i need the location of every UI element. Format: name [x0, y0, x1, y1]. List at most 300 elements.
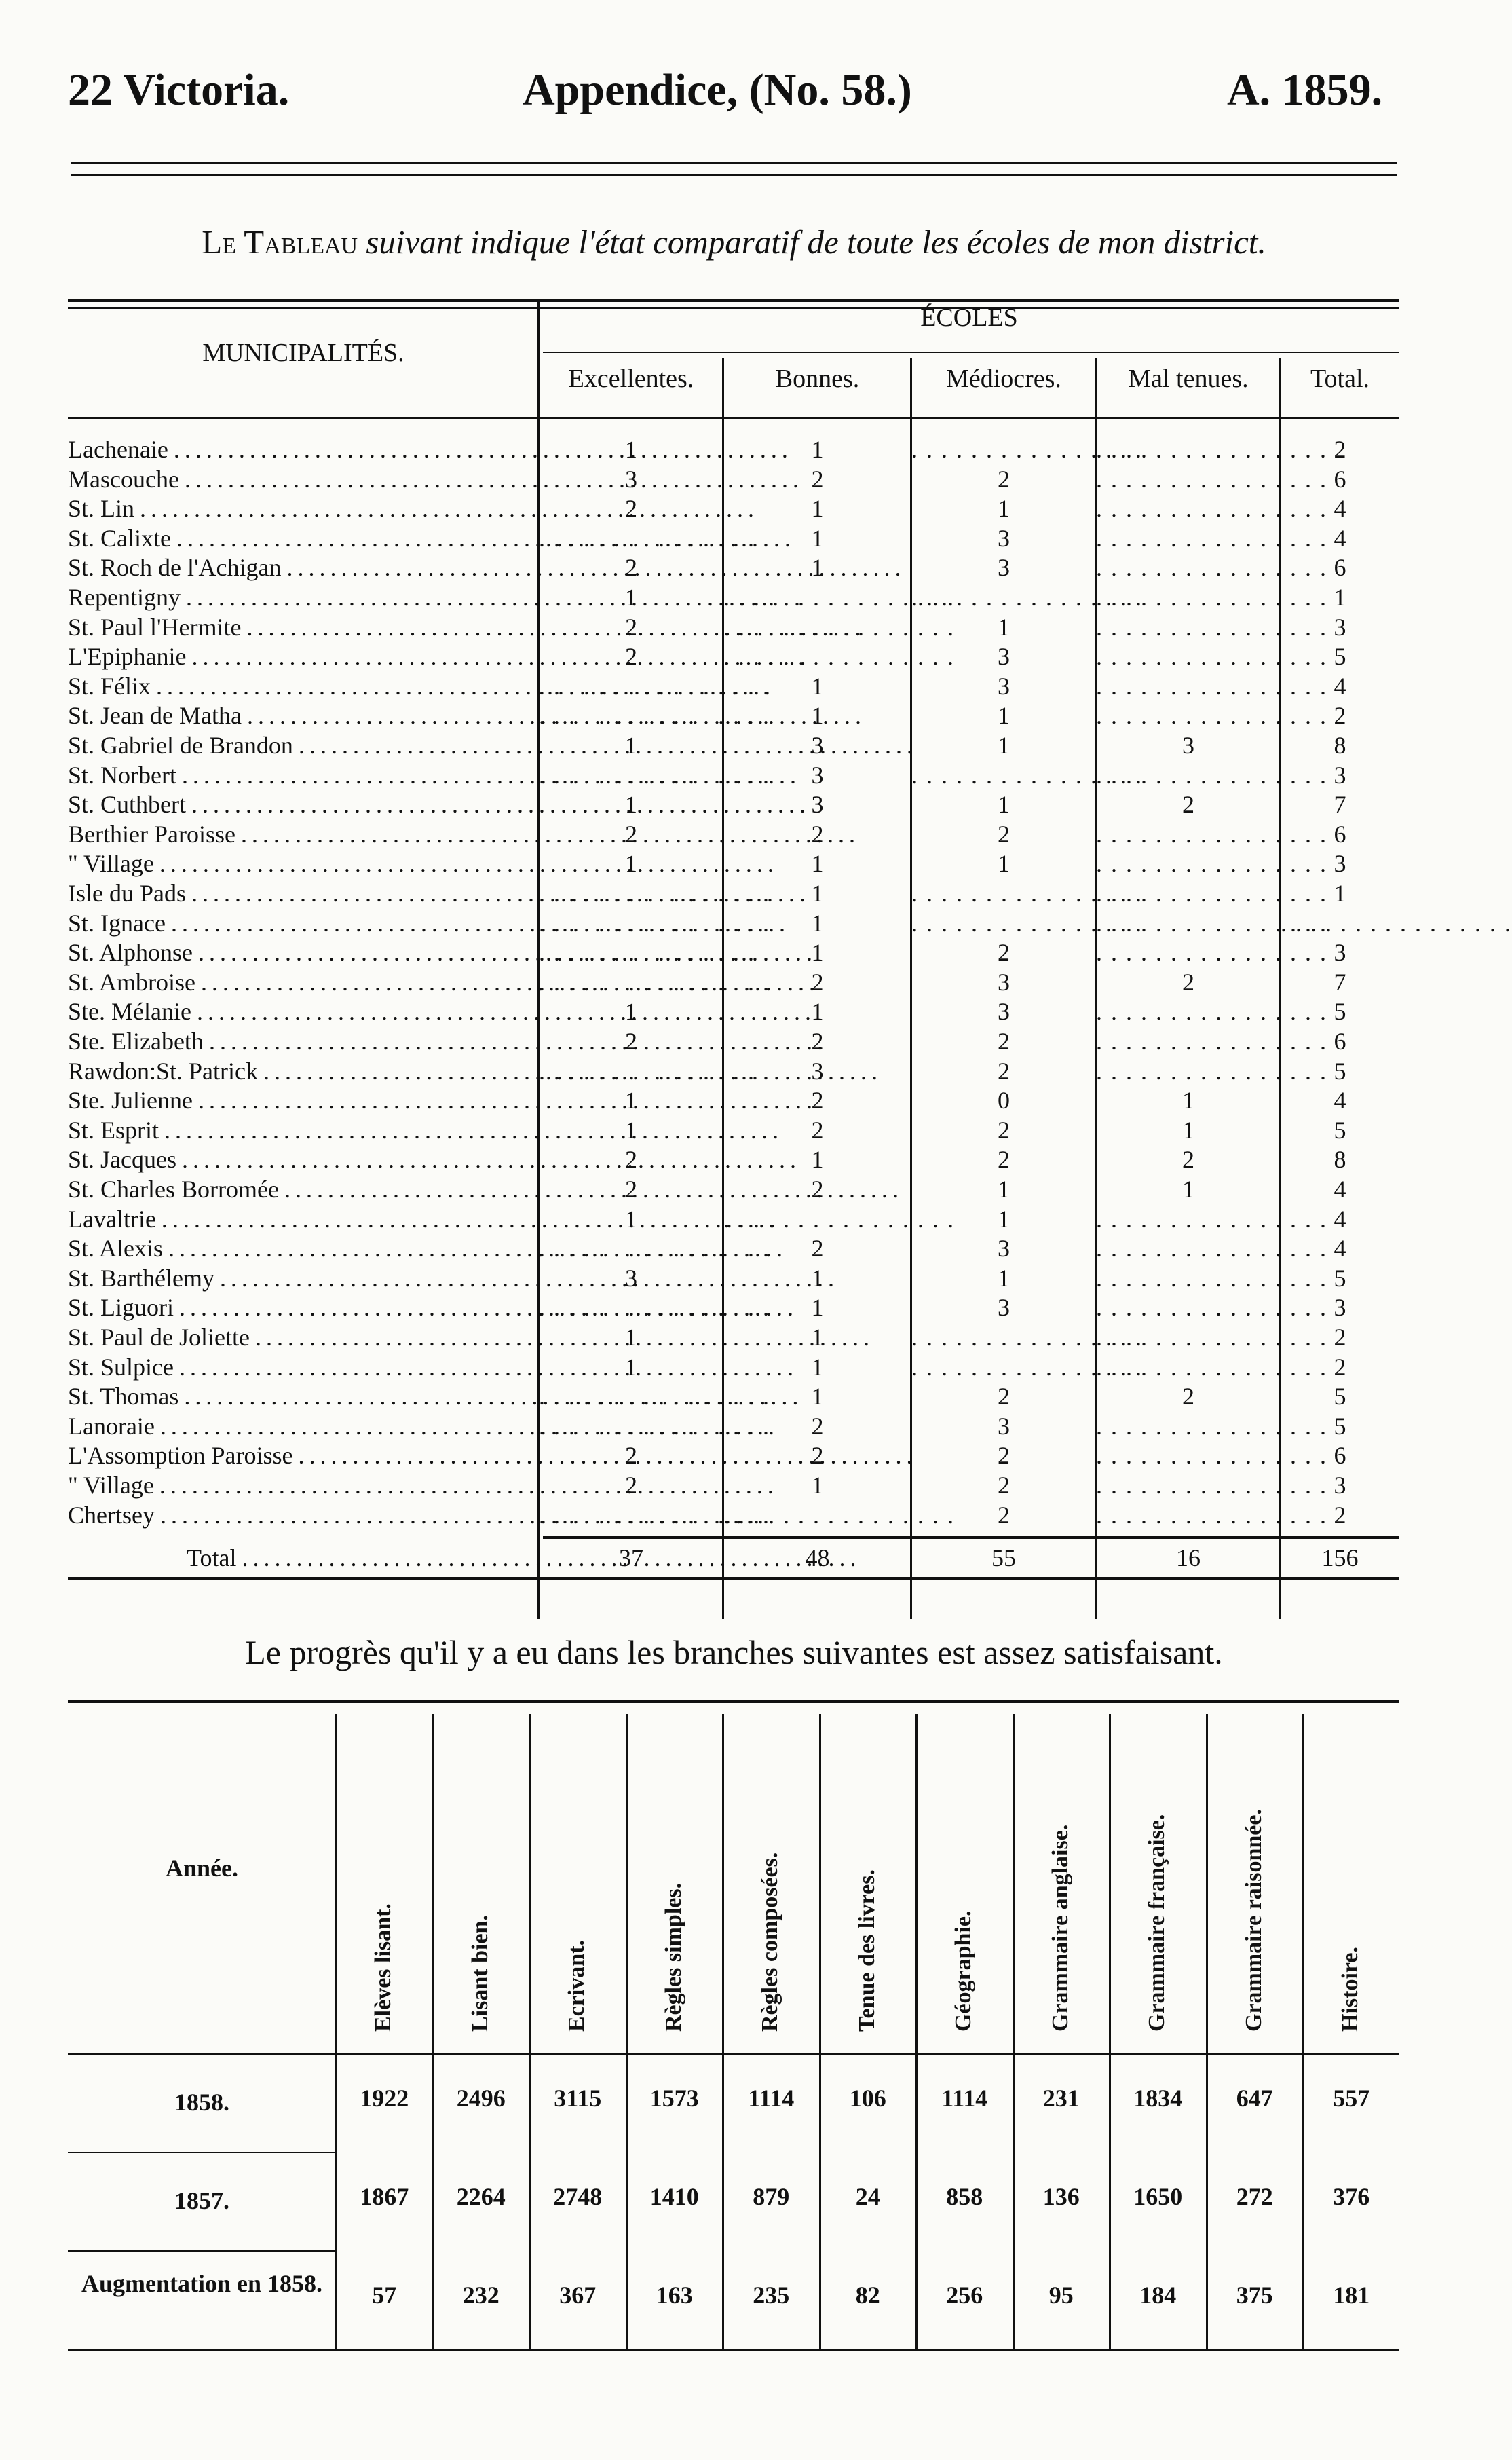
count-cell: 3	[811, 761, 824, 789]
empty-cell-dots: . . . . . . . . . . . . . . . .	[1096, 909, 1327, 937]
count-cell: 2	[998, 1501, 1010, 1529]
count-cell: 1	[998, 732, 1010, 759]
progress-column-label: Géographie.	[951, 1910, 976, 2032]
progress-column-label: Tenue des livres.	[854, 1869, 880, 2032]
count-cell: 2	[1334, 1501, 1346, 1529]
progress-header-rule	[68, 2053, 1399, 2055]
progress-column-label: Elèves lisant.	[371, 1903, 396, 2032]
column-header: Mal tenues.	[1128, 365, 1249, 393]
progress-value-cell: 1834	[1133, 2085, 1183, 2112]
count-cell: 1	[811, 1264, 824, 1292]
column-header: Médiocres.	[946, 365, 1061, 393]
count-cell: 2	[625, 1146, 637, 1174]
empty-cell-dots: . . . . . . . . . . . . . . . .	[1281, 909, 1512, 937]
empty-cell-dots: . . . . . . . . . . . . . . . .	[1096, 465, 1327, 493]
count-cell: 2	[811, 1116, 824, 1144]
table-row	[68, 1233, 1399, 1263]
municipality-name: Repentigny . . .	[68, 582, 529, 612]
progress-bottom-rule	[68, 2349, 1399, 2351]
municipality-name: Ste. Julienne . . .	[68, 1085, 529, 1115]
count-cell: 4	[1334, 495, 1346, 523]
table-row	[68, 582, 1399, 612]
progress-value-cell: 858	[946, 2183, 983, 2210]
count-cell: 3	[998, 1235, 1010, 1263]
year-header: Année.	[166, 1855, 238, 1882]
table-bottom-rule	[68, 1577, 1399, 1580]
table-row	[68, 1115, 1399, 1145]
count-cell: 2	[625, 1028, 637, 1055]
table-row	[68, 464, 1399, 494]
count-cell: 2	[998, 465, 1010, 493]
progress-value-cell: 235	[753, 2281, 790, 2309]
progress-value-cell: 367	[559, 2281, 597, 2309]
table-row	[68, 789, 1399, 819]
progress-value-cell: 95	[1048, 2281, 1074, 2309]
empty-cell-dots: . . . . . . . . . . . . . . . .	[539, 672, 770, 700]
empty-cell-dots: . . . . . . . . . . . . . . . .	[911, 584, 1143, 611]
empty-cell-dots: . . . . . . . . . . . . . . . .	[723, 1501, 955, 1529]
count-cell: 2	[998, 939, 1010, 967]
progress-value-cell: 106	[849, 2085, 886, 2112]
count-cell: 1	[998, 1205, 1010, 1233]
count-cell: 1	[625, 1116, 637, 1144]
count-cell: 3	[1182, 732, 1194, 759]
count-cell: 1	[1182, 1176, 1194, 1203]
table-row	[68, 493, 1399, 523]
count-cell: 3	[1334, 850, 1346, 878]
empty-cell-dots: . . . . . . . . . . . . . . . .	[911, 909, 1143, 937]
empty-cell-dots: . . . . . . . . . . . . . . . .	[1096, 820, 1327, 848]
empty-cell-dots: . . . . . . . . . . . . . . . .	[539, 524, 770, 552]
empty-cell-dots: . . . . . . . . . . . . . . . .	[539, 968, 770, 996]
progress-value-cell: 3115	[554, 2085, 602, 2112]
progress-column-header	[1303, 1728, 1398, 2040]
table-row	[68, 1263, 1399, 1293]
municipality-name: St. Jean de Matha . . .	[68, 701, 529, 730]
count-cell: 2	[998, 1442, 1010, 1470]
empty-cell-dots: . . . . . . . . . . . . . . . .	[1096, 672, 1327, 700]
count-cell: 1	[998, 850, 1010, 878]
municipality-name: St. Esprit . . .	[68, 1115, 529, 1145]
municipality-name: " Village . . .	[68, 849, 529, 878]
table-row	[68, 671, 1399, 701]
progress-value-cell: 1573	[649, 2085, 699, 2112]
municipality-name: St. Norbert . . .	[68, 760, 529, 790]
table-row	[68, 1352, 1399, 1382]
caption-rest: suivant indique l'état comparatif de toute les écoles de mon district.	[366, 223, 1266, 261]
progress-column-label: Ecrivant.	[564, 1939, 589, 2032]
total-cell: 37	[619, 1544, 643, 1572]
count-cell: 7	[1334, 791, 1346, 819]
ecoles-header: ÉCOLES	[920, 303, 1018, 332]
count-cell: 1	[625, 436, 637, 463]
table-row	[68, 1144, 1399, 1174]
empty-cell-dots: . . . . . . . . . . . . . . . .	[539, 939, 770, 967]
count-cell: 4	[1334, 524, 1346, 552]
empty-cell-dots: . . . . . . . . . . . . . . . .	[1096, 584, 1327, 611]
municipality-name: St. Gabriel de Brandon . . .	[68, 730, 529, 760]
count-cell: 1	[811, 554, 824, 582]
municipality-name: St. Calixte . . .	[68, 523, 529, 553]
empty-cell-dots: . . . . . . . . . . . . . . . .	[1096, 613, 1327, 641]
count-cell: 1	[625, 1324, 637, 1351]
count-cell: 1	[811, 524, 824, 552]
empty-cell-dots: . . . . . . . . . . . . . . . .	[911, 880, 1143, 907]
count-cell: 1	[811, 880, 824, 907]
count-cell: 1	[625, 1353, 637, 1381]
count-cell: 0	[998, 1087, 1010, 1115]
count-cell: 3	[625, 1264, 637, 1292]
table-row	[68, 1056, 1399, 1086]
empty-cell-dots: . . . . . . . . . . . . . . . .	[1096, 1028, 1327, 1055]
count-cell: 1	[625, 584, 637, 611]
total-rule	[543, 1536, 1399, 1539]
table-row	[68, 1322, 1399, 1352]
empty-cell-dots: . . . . . . . . . . . . . . . .	[1096, 702, 1327, 730]
count-cell: 3	[998, 554, 1010, 582]
table-row	[68, 967, 1399, 997]
municipality-name: Lachenaie . . .	[68, 434, 529, 464]
count-cell: 2	[998, 1028, 1010, 1055]
count-cell: 1	[625, 1205, 637, 1233]
progress-value-cell: 1867	[360, 2183, 409, 2210]
count-cell: 1	[811, 1383, 824, 1411]
count-cell: 1	[1182, 1116, 1194, 1144]
progress-column-header	[820, 1728, 915, 2040]
count-cell: 8	[1334, 732, 1346, 759]
empty-cell-dots: . . . . . . . . . . . . . . . .	[1096, 524, 1327, 552]
header-rule-bottom	[71, 174, 1397, 176]
empty-cell-dots: . . . . . . . . . . . . . . . .	[1096, 554, 1327, 582]
progress-value-cell: 232	[462, 2281, 499, 2309]
empty-cell-dots: . . . . . . . . . . . . . . . .	[723, 584, 955, 611]
header-left: 22 Victoria.	[68, 65, 290, 115]
table-row	[68, 1174, 1399, 1204]
count-cell: 1	[1182, 1087, 1194, 1115]
progress-column-header	[433, 1728, 528, 2040]
count-cell: 2	[998, 1383, 1010, 1411]
progress-value-cell: 2748	[553, 2183, 603, 2210]
progress-value-cell: 163	[656, 2281, 693, 2309]
progress-value-cell: 256	[946, 2281, 983, 2309]
count-cell: 2	[811, 1412, 824, 1440]
count-cell: 2	[998, 1116, 1010, 1144]
count-cell: 4	[1334, 1205, 1346, 1233]
count-cell: 1	[998, 702, 1010, 730]
column-header: Bonnes.	[775, 365, 860, 393]
count-cell: 6	[1334, 554, 1346, 582]
progress-row-label: 1858.	[174, 2089, 229, 2116]
progress-value-cell: 1114	[941, 2085, 988, 2112]
count-cell: 3	[998, 998, 1010, 1026]
count-cell: 2	[811, 1087, 824, 1115]
municipality-name: St. Ignace . . .	[68, 908, 529, 938]
table-row	[68, 1500, 1399, 1530]
empty-cell-dots: . . . . . . . . . . . . . . . .	[1096, 1353, 1327, 1381]
empty-cell-dots: . . . . . . . . . . . . . . . .	[1096, 1235, 1327, 1263]
count-cell: 1	[625, 791, 637, 819]
municipality-name: St. Sulpice . . .	[68, 1352, 529, 1382]
progress-value-cell: 375	[1236, 2281, 1273, 2309]
empty-cell-dots: . . . . . . . . . . . . . . . .	[1096, 1057, 1327, 1085]
municipality-name: Ste. Mélanie . . .	[68, 996, 529, 1026]
count-cell: 2	[625, 1442, 637, 1470]
count-cell: 2	[811, 968, 824, 996]
progress-column-label: Histoire.	[1338, 1947, 1363, 2032]
table-row	[68, 1440, 1399, 1470]
municipality-name: L'Assomption Paroisse . . .	[68, 1440, 529, 1470]
progress-column-header	[1013, 1728, 1108, 2040]
count-cell: 5	[1334, 1383, 1346, 1411]
empty-cell-dots: . . . . . . . . . . . . . . . .	[1096, 436, 1327, 463]
total-cell: 55	[991, 1544, 1016, 1572]
count-cell: 1	[811, 939, 824, 967]
table-row	[68, 1411, 1399, 1441]
count-cell: 2	[1182, 791, 1194, 819]
count-cell: 1	[811, 702, 824, 730]
count-cell: 1	[811, 1324, 824, 1351]
municipality-name: St. Alphonse . . .	[68, 937, 529, 967]
empty-cell-dots: . . . . . . . . . . . . . . . .	[539, 1294, 770, 1322]
count-cell: 4	[1334, 1087, 1346, 1115]
municipalities-header: MUNICIPALITÉS.	[202, 339, 404, 367]
count-cell: 6	[1334, 1028, 1346, 1055]
progress-value-cell: 82	[855, 2281, 880, 2309]
empty-cell-dots: . . . . . . . . . . . . . . . .	[1096, 1294, 1327, 1322]
count-cell: 3	[1334, 761, 1346, 789]
municipality-name: St. Liguori . . .	[68, 1292, 529, 1322]
municipality-name: St. Thomas . . .	[68, 1381, 529, 1411]
count-cell: 3	[998, 524, 1010, 552]
count-cell: 2	[811, 465, 824, 493]
count-cell: 5	[1334, 1057, 1346, 1085]
count-cell: 2	[811, 820, 824, 848]
municipality-name: St. Alexis . . .	[68, 1233, 529, 1263]
count-cell: 1	[625, 998, 637, 1026]
count-cell: 4	[1334, 672, 1346, 700]
count-cell: 2	[811, 1028, 824, 1055]
table-row	[68, 1292, 1399, 1322]
municipality-name: St. Jacques . . .	[68, 1144, 529, 1174]
progress-value-cell: 231	[1042, 2085, 1080, 2112]
table-row	[68, 996, 1399, 1026]
municipality-name: St. Charles Borromée . . .	[68, 1174, 529, 1204]
progress-row-label: Augmentation en 1858.	[81, 2270, 322, 2297]
progress-caption: Le progrès qu'il y a eu dans les branches suivantes est assez satisfaisant.	[245, 1633, 1223, 1671]
count-cell: 2	[998, 1057, 1010, 1085]
progress-value-cell: 24	[855, 2183, 880, 2210]
municipality-name: Rawdon:St. Patrick . . .	[68, 1056, 529, 1086]
municipality-name: St. Ambroise . . .	[68, 967, 529, 997]
empty-cell-dots: . . . . . . . . . . . . . . . .	[1096, 1412, 1327, 1440]
table-caption	[0, 223, 1468, 261]
count-cell: 1	[998, 495, 1010, 523]
count-cell: 2	[811, 1235, 824, 1263]
total-cell: 16	[1176, 1544, 1201, 1572]
municipality-name: Lavaltrie . . .	[68, 1204, 529, 1234]
municipality-name: St. Roch de l'Achigan . . .	[68, 553, 529, 582]
count-cell: 2	[1334, 1353, 1346, 1381]
municipality-name: " Village . . .	[68, 1470, 529, 1500]
progress-top-rule	[68, 1700, 1399, 1703]
count-cell: 3	[1334, 613, 1346, 641]
empty-cell-dots: . . . . . . . . . . . . . . . .	[539, 702, 770, 730]
count-cell: 1	[811, 672, 824, 700]
progress-column-header	[916, 1728, 1011, 2040]
count-cell: 1	[1334, 584, 1346, 611]
count-cell: 8	[1334, 1146, 1346, 1174]
header-bottom-rule	[68, 417, 1399, 419]
empty-cell-dots: . . . . . . . . . . . . . . . .	[723, 613, 955, 641]
count-cell: 2	[998, 1472, 1010, 1499]
municipality-name: L'Epiphanie . . .	[68, 641, 529, 671]
table-row	[68, 553, 1399, 582]
header-center: Appendice, (No. 58.)	[523, 65, 912, 115]
ecoles-underline	[543, 352, 1399, 353]
count-cell: 5	[1334, 1412, 1346, 1440]
progress-column-header	[1207, 1728, 1302, 2040]
municipality-name: Chertsey . . .	[68, 1500, 529, 1530]
progress-value-cell: 184	[1139, 2281, 1177, 2309]
progress-row-label: 1857.	[174, 2187, 229, 2214]
count-cell: 1	[998, 1264, 1010, 1292]
municipality-name: Mascouche . . .	[68, 464, 529, 494]
empty-cell-dots: . . . . . . . . . . . . . . . .	[723, 643, 955, 671]
table-row	[68, 819, 1399, 849]
count-cell: 2	[1334, 702, 1346, 730]
table-row	[68, 1470, 1399, 1500]
column-header: Total.	[1310, 365, 1370, 393]
count-cell: 1	[811, 495, 824, 523]
count-cell: 2	[625, 1176, 637, 1203]
count-cell: 3	[1334, 1472, 1346, 1499]
progress-value-cell: 376	[1333, 2183, 1370, 2210]
empty-cell-dots: . . . . . . . . . . . . . . . .	[1096, 1205, 1327, 1233]
progress-value-cell: 2496	[456, 2085, 506, 2112]
empty-cell-dots: . . . . . . . . . . . . . . . .	[1096, 880, 1327, 907]
count-cell: 2	[625, 820, 637, 848]
empty-cell-dots: . . . . . . . . . . . . . . . .	[1096, 939, 1327, 967]
count-cell: 6	[1334, 1442, 1346, 1470]
municipality-name: St. Paul de Joliette . . .	[68, 1322, 529, 1352]
table-row	[68, 612, 1399, 642]
empty-cell-dots: . . . . . . . . . . . . . . . .	[1096, 850, 1327, 878]
empty-cell-dots: . . . . . . . . . . . . . . . .	[1096, 998, 1327, 1026]
count-cell: 1	[811, 1353, 824, 1381]
table-row	[68, 760, 1399, 790]
progress-column-header	[529, 1728, 624, 2040]
empty-cell-dots: . . . . . . . . . . . . . . . .	[723, 1205, 955, 1233]
empty-cell-dots: . . . . . . . . . . . . . . . .	[1096, 495, 1327, 523]
count-cell: 1	[811, 1146, 824, 1174]
count-cell: 2	[1182, 1146, 1194, 1174]
count-cell: 4	[1334, 1176, 1346, 1203]
progress-column-header	[723, 1728, 818, 2040]
count-cell: 1	[998, 1176, 1010, 1203]
table-row	[68, 1381, 1399, 1411]
count-cell: 2	[1334, 436, 1346, 463]
progress-row-rule	[68, 2250, 336, 2252]
count-cell: 2	[625, 1472, 637, 1499]
municipality-name: St. Paul l'Hermite . . .	[68, 612, 529, 642]
header-rule-top	[71, 162, 1397, 164]
count-cell: 3	[998, 1412, 1010, 1440]
count-cell: 1	[625, 850, 637, 878]
progress-row-rule	[68, 2152, 336, 2153]
progress-column-header	[626, 1728, 721, 2040]
empty-cell-dots: . . . . . . . . . . . . . . . .	[539, 1235, 770, 1263]
count-cell: 2	[811, 1442, 824, 1470]
progress-column-header	[336, 1728, 431, 2040]
count-cell: 2	[625, 554, 637, 582]
count-cell: 6	[1334, 465, 1346, 493]
municipality-name: St. Félix . . .	[68, 671, 529, 701]
count-cell: 3	[998, 968, 1010, 996]
count-cell: 1	[811, 850, 824, 878]
count-cell: 1	[998, 791, 1010, 819]
empty-cell-dots: . . . . . . . . . . . . . . . .	[539, 1057, 770, 1085]
count-cell: 1	[998, 613, 1010, 641]
table-row	[68, 908, 1512, 938]
progress-value-cell: 1650	[1133, 2183, 1183, 2210]
count-cell: 3	[998, 672, 1010, 700]
progress-value-cell: 181	[1333, 2281, 1370, 2309]
progress-value-cell: 136	[1042, 2183, 1080, 2210]
count-cell: 7	[1334, 968, 1346, 996]
empty-cell-dots: . . . . . . . . . . . . . . . .	[1096, 1501, 1327, 1529]
count-cell: 5	[1334, 643, 1346, 671]
count-cell: 2	[1182, 1383, 1194, 1411]
table-top-rule	[68, 299, 1399, 302]
table-row	[68, 1085, 1399, 1115]
empty-cell-dots: . . . . . . . . . . . . . . . .	[1096, 643, 1327, 671]
empty-cell-dots: . . . . . . . . . . . . . . . .	[1096, 1472, 1327, 1499]
count-cell: 1	[625, 732, 637, 759]
count-cell: 2	[998, 1146, 1010, 1174]
count-cell: 2	[1334, 1324, 1346, 1351]
total-cell: 48	[805, 1544, 830, 1572]
count-cell: 2	[625, 613, 637, 641]
count-cell: 3	[998, 643, 1010, 671]
progress-value-cell: 557	[1333, 2085, 1370, 2112]
empty-cell-dots: . . . . . . . . . . . . . . . .	[911, 761, 1143, 789]
count-cell: 1	[811, 436, 824, 463]
empty-cell-dots: . . . . . . . . . . . . . . . .	[539, 1412, 770, 1440]
empty-cell-dots: . . . . . . . . . . . . . . . .	[539, 1383, 770, 1411]
empty-cell-dots: . . . . . . . . . . . . . . . .	[911, 1324, 1143, 1351]
count-cell: 1	[811, 1472, 824, 1499]
progress-value-cell: 647	[1236, 2085, 1273, 2112]
count-cell: 3	[811, 1057, 824, 1085]
count-cell: 3	[1334, 939, 1346, 967]
progress-column-label: Grammaire française.	[1144, 1814, 1169, 2032]
progress-column-label: Règles simples.	[660, 1882, 686, 2032]
municipality-name: Ste. Elizabeth . . .	[68, 1026, 529, 1056]
table-row	[68, 849, 1399, 878]
count-cell: 5	[1334, 998, 1346, 1026]
table-row	[68, 701, 1399, 730]
progress-column-label: Grammaire raisonnée.	[1241, 1809, 1266, 2032]
table-row	[68, 1204, 1399, 1234]
count-cell: 3	[811, 791, 824, 819]
count-cell: 4	[1334, 1235, 1346, 1263]
empty-cell-dots: . . . . . . . . . . . . . . . .	[539, 761, 770, 789]
municipality-name: St. Barthélemy . . .	[68, 1263, 529, 1293]
count-cell: 2	[811, 1176, 824, 1203]
table-row	[68, 523, 1399, 553]
progress-column-label: Lisant bien.	[467, 1915, 493, 2032]
count-cell: 5	[1334, 1264, 1346, 1292]
